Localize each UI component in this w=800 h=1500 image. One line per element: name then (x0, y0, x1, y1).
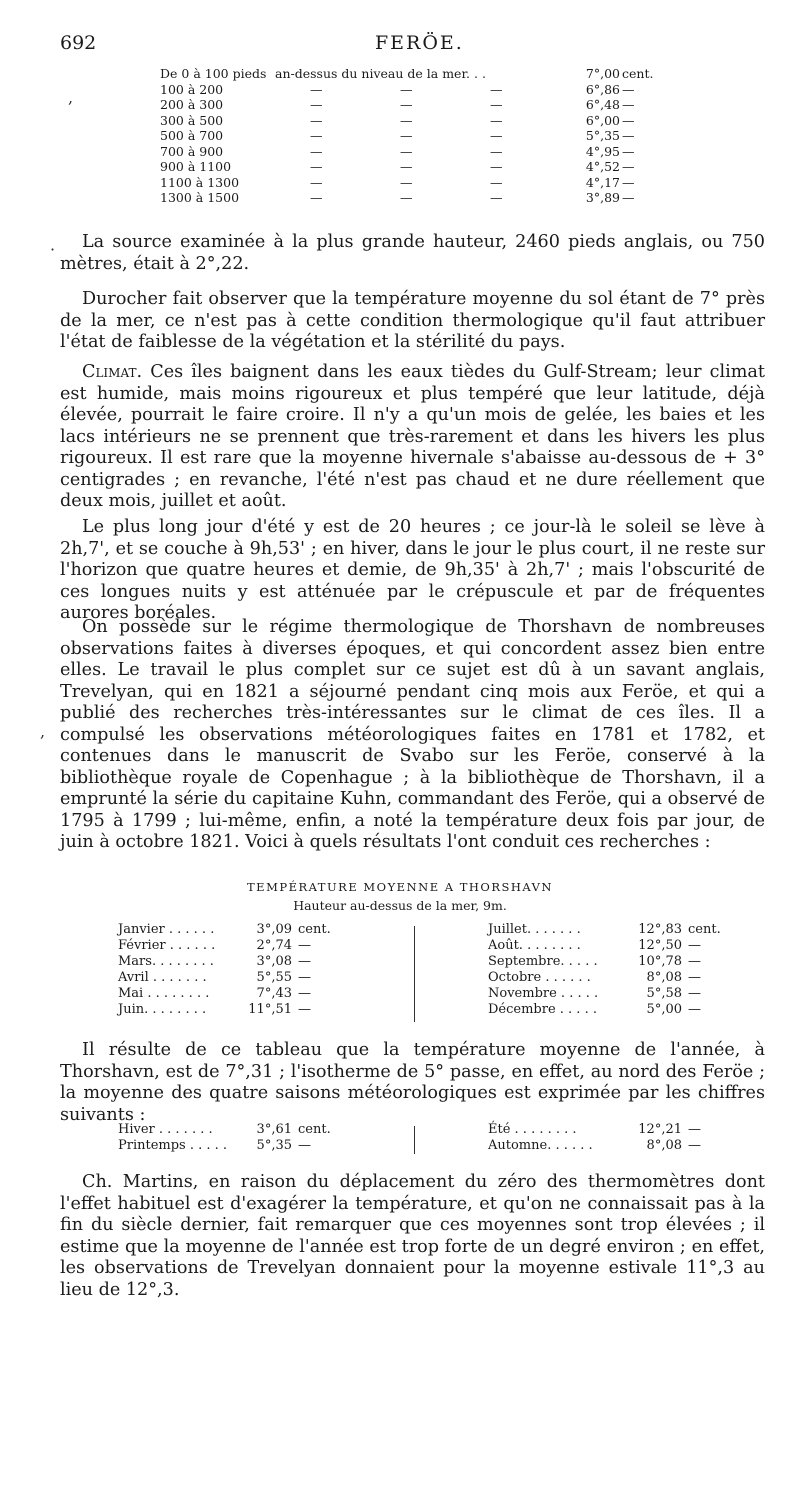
temperature-value: 12°,50 (638, 938, 682, 953)
temperature-value: 3°,08 (256, 954, 292, 969)
ditto-dash: — (310, 190, 323, 205)
temperature-value: 4°,95 (585, 143, 620, 159)
table-divider (414, 926, 415, 1022)
table-row (118, 1122, 358, 1138)
temperature-value: 6°,86 (585, 81, 620, 97)
temperature-value: 11°,51 (248, 1002, 292, 1017)
unit-label: cent. (688, 922, 721, 937)
monthly-table-right (488, 922, 728, 1018)
altitude-range: 1300 à 1500 (160, 190, 240, 205)
unit-label: — (622, 128, 635, 143)
unit-label: — (688, 938, 701, 953)
ditto-dash: — (400, 81, 413, 97)
unit-label: — (622, 174, 635, 190)
table-row (488, 938, 728, 954)
ditto-dash: — (400, 190, 413, 205)
temperature-value: 3°,09 (256, 922, 292, 937)
ditto-dash: — (400, 128, 413, 143)
row-label: Octobre . . . . . . (488, 970, 591, 985)
temperature-value: 12°,21 (638, 1122, 682, 1137)
unit-label: — (688, 970, 701, 985)
paragraph: Il résulte de ce tableau que la température moyenne de l'année, à Thorshavn, est de 7°,31 ; l'isotherme de 5° passe, en effet, au nord des Feröe ; la moyenne des quatre saisons météorologiques est exprimée par les chiffres suivants : (60, 1040, 765, 1125)
row-label: Printemps . . . . . (118, 1138, 228, 1153)
ditto-dash: — (310, 174, 323, 190)
temperature-value: 5°,35 (256, 1138, 292, 1153)
paragraph: Durocher fait observer que la température moyenne du sol étant de 7° près de la mer, ce n'est pas à cette condition thermologique qu'il faut attribuer l'état de faiblesse de la végétation et la stérilité du pays. (60, 289, 765, 352)
seasons-table-right (488, 1122, 728, 1154)
temperature-value: 8°,08 (646, 1138, 682, 1153)
ditto-dash: — (490, 128, 503, 143)
temperature-value: 4°,17 (585, 174, 620, 190)
table-row (160, 82, 660, 98)
table-row (160, 175, 660, 191)
margin-mark: , (40, 722, 46, 741)
unit-label: — (298, 954, 311, 969)
paragraph-text: Ces îles baignent dans les eaux tièdes du Gulf-Stream; leur climat est humide, mais moins rigoureux et plus tempéré que leur latitude, déjà élevée, pourrait le faire croire. Il n'y a qu'un mois de gelée, les baies et les lacs intérieurs ne se prennent que très-rarement et dans les hivers les plus rigoureux. Il est rare que la moyenne hivernale s'abaisse au-dessous de + 3° centigrades ; en revanche, l'été n'est pas chaud et ne dure réellement que deux mois, juillet et août. (60, 362, 765, 511)
row-label: Mars. . . . . . . . (118, 954, 214, 969)
row-label: Août. . . . . . . . (488, 938, 581, 953)
row-label: Hiver . . . . . . . (118, 1122, 213, 1137)
unit-label: — (688, 1002, 701, 1017)
page-number: 692 (60, 32, 97, 54)
ditto-dash: — (400, 159, 413, 174)
table-row (118, 986, 358, 1002)
ditto-dash: — (310, 128, 323, 143)
unit-label: — (298, 1138, 311, 1153)
table-row (488, 1122, 728, 1138)
table-row (488, 970, 728, 986)
paragraph: Le plus long jour d'été y est de 20 heures ; ce jour-là le soleil se lève à 2h,7', et se couche à 9h,53' ; en hiver, dans le jour le plus court, il ne reste sur l'horizon que quatre heures et demie, de 9h,35' à 2h,7' ; mais l'obscurité de ces longues nuits y est atténuée par le crépuscule et par de fréquentes aurores boréales. (60, 517, 765, 623)
table-row (488, 1002, 728, 1018)
altitude-range: 700 à 900 (160, 143, 224, 159)
running-head: FERÖE. (375, 32, 464, 54)
temperature-value: 5°,35 (585, 128, 620, 143)
temperature-value: 5°,00 (646, 1002, 682, 1017)
ditto-dash: — (400, 112, 413, 128)
temperature-value: 7°,00 (585, 66, 620, 81)
unit-label: cent. (298, 1122, 331, 1137)
ditto-dash: — (490, 174, 503, 190)
table-row (118, 1002, 358, 1018)
unit-label: cent. (298, 922, 331, 937)
row-label: Avril . . . . . . . (118, 970, 207, 985)
row-label: Décembre . . . . . (488, 1002, 597, 1017)
table-row (488, 986, 728, 1002)
seasons-table-left (118, 1122, 358, 1154)
ditto-dash: — (490, 112, 503, 128)
ditto-dash: — (400, 143, 413, 159)
ditto-dash: — (490, 81, 503, 97)
table-row (160, 113, 660, 129)
paragraph: La source examinée à la plus grande hauteur, 2460 pieds anglais, ou 750 mètres, était à 2°,22. (60, 232, 765, 274)
row-label: Juin. . . . . . . . (118, 1002, 207, 1017)
altitude-range: 100 à 200 (160, 81, 224, 97)
table-title: TEMPÉRATURE MOYENNE A THORSHAVN (247, 880, 553, 894)
unit-label: — (688, 986, 701, 1001)
ditto-dash: — (310, 112, 323, 128)
row-label: Juillet. . . . . . . (488, 922, 581, 937)
table-divider (414, 1126, 415, 1154)
row-label: Été . . . . . . . . (488, 1122, 577, 1137)
unit-label: — (622, 190, 635, 205)
temperature-value: 3°,89 (585, 190, 620, 205)
table-row (160, 97, 660, 113)
temperature-value: 7°,43 (256, 986, 292, 1001)
ditto-dash: — (400, 97, 413, 112)
row-label: Février . . . . . . (118, 938, 216, 953)
unit-label: — (688, 1138, 701, 1153)
ditto-dash: — (490, 97, 503, 112)
temperature-value: 6°,48 (585, 97, 620, 112)
temperature-value: 10°,78 (638, 954, 682, 969)
page-header (60, 32, 760, 56)
unit-label: — (298, 986, 311, 1001)
temperature-value: 5°,58 (646, 986, 682, 1001)
ditto-dash: — (490, 190, 503, 205)
unit-label: cent. (622, 66, 654, 81)
temperature-value: 8°,08 (646, 970, 682, 985)
unit-label: — (688, 1122, 701, 1137)
altitude-temperature-table (160, 66, 660, 206)
row-label: Septembre. . . . . (488, 954, 598, 969)
altitude-range: 900 à 1100 (160, 159, 232, 174)
table-row (118, 922, 358, 938)
table-row (118, 1138, 358, 1154)
table-row (488, 1138, 728, 1154)
row-label: Mai . . . . . . . . (118, 986, 210, 1001)
unit-label: — (622, 81, 635, 97)
unit-label: — (688, 954, 701, 969)
table-row (118, 938, 358, 954)
table-subtitle: Hauteur au-dessus de la mer, 9m. (293, 898, 507, 913)
table-row (118, 970, 358, 986)
temperature-value: 4°,52 (585, 159, 620, 174)
margin-mark: · (50, 240, 56, 259)
altitude-range: De 0 à 100 pieds (160, 66, 267, 81)
ditto-dash: — (490, 159, 503, 174)
table-row (118, 954, 358, 970)
table-row (160, 128, 660, 144)
row-label: Janvier . . . . . . (118, 922, 215, 937)
altitude-range: 300 à 500 (160, 112, 224, 128)
paragraph (60, 362, 765, 513)
ditto-dash: — (490, 143, 503, 159)
paragraph: Ch. Martins, en raison du déplacement du zéro des thermomètres dont l'effet habituel est d'exagérer la température, et qu'on ne connaissait pas à la fin du siècle dernier, fait remarquer que ces moyennes sont trop élevées ; il estime que la moyenne de l'année est trop forte de un degré environ ; en effet, les observations de Trevelyan donnaient pour la moyenne estivale 11°,3 au lieu de 12°,3. (60, 1172, 765, 1300)
table-row (160, 144, 660, 160)
unit-label: — (298, 970, 311, 985)
altitude-range: 200 à 300 (160, 97, 224, 112)
altitude-range: 500 à 700 (160, 128, 224, 143)
unit-label: — (622, 97, 635, 112)
temperature-value: 12°,83 (638, 922, 682, 937)
unit-label: — (298, 938, 311, 953)
unit-label: — (622, 159, 635, 174)
section-heading: Climat. (82, 362, 143, 382)
ditto-dash: — (310, 143, 323, 159)
ditto-dash: — (310, 81, 323, 97)
ditto-dash: — (400, 174, 413, 190)
table-row (160, 66, 660, 82)
ditto-dash: — (310, 159, 323, 174)
table-row (160, 190, 660, 206)
row-label: Automne. . . . . . (488, 1138, 593, 1153)
unit-label: — (298, 1002, 311, 1017)
temperature-value: 3°,61 (256, 1122, 292, 1137)
altitude-range: 1100 à 1300 (160, 174, 240, 190)
unit-label: — (622, 143, 635, 159)
margin-mark: , (68, 88, 74, 107)
row-label: an-dessus du niveau de la mer. . . (275, 66, 486, 81)
ditto-dash: — (310, 97, 323, 112)
unit-label: — (622, 112, 635, 128)
temperature-value: 6°,00 (585, 112, 620, 128)
temperature-value: 2°,74 (256, 938, 292, 953)
table-row (160, 159, 660, 175)
table-row (488, 922, 728, 938)
row-label: Novembre . . . . . (488, 986, 599, 1001)
temperature-value: 5°,55 (256, 970, 292, 985)
paragraph: On possède sur le régime thermologique de Thorshavn de nombreuses observations faites à diverses époques, et qui concordent assez bien entre elles. Le travail le plus complet sur ce sujet est dû à un savant anglais, Trevelyan, qui en 1821 a séjourné pendant cinq mois aux Feröe, et qui a publié des recherches très-intéressantes sur le climat de ces îles. Il a compulsé les observations météorologiques faites en 1781 et 1782, et contenues dans le manuscrit de Svabo sur les Feröe, conservé à la bibliothèque royale de Copenhague ; à la bibliothèque de Thorshavn, il a emprunté la série du capitaine Kuhn, commandant des Feröe, qui a observé de 1795 à 1799 ; lui-même, enfin, a noté la température deux fois par jour, de juin à octobre 1821. Voici à quels résultats l'ont conduit ces recherches : (60, 617, 765, 852)
monthly-table-left (118, 922, 358, 1018)
table-row (488, 954, 728, 970)
